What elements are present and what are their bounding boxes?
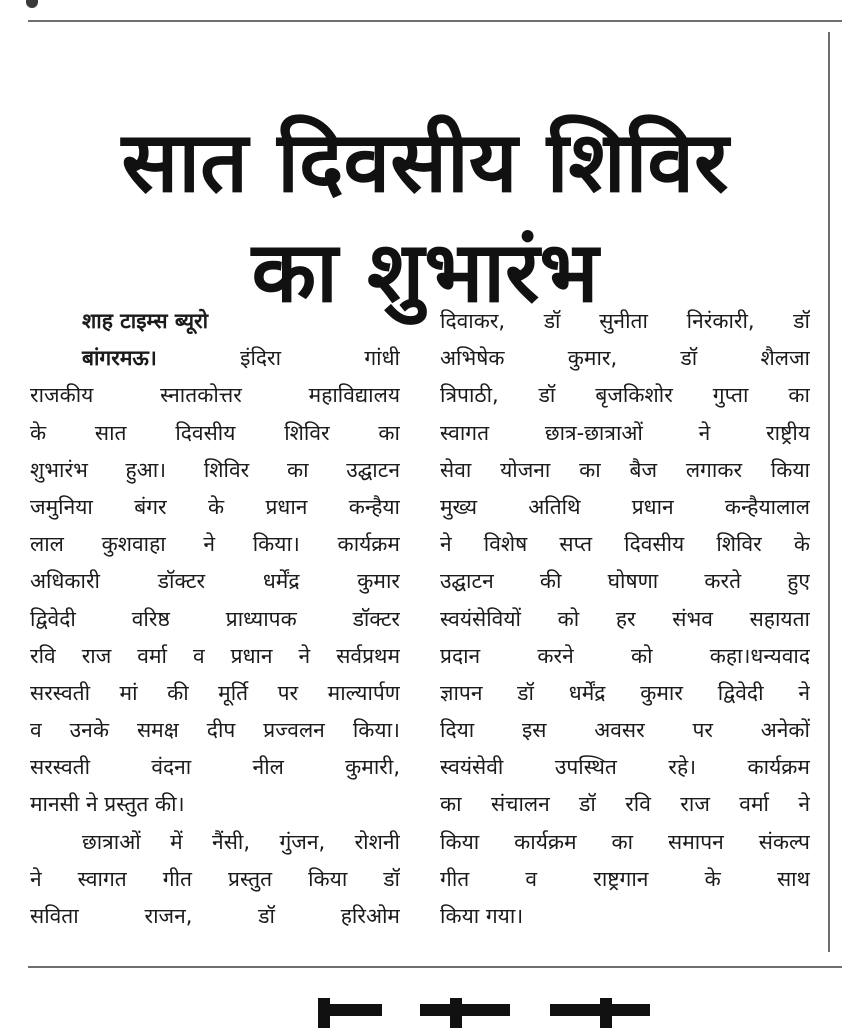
- article-column-right: [440, 303, 810, 935]
- article-line: सविता राजन, डॉ हरिओम: [30, 904, 400, 928]
- article-line: स्वयंसेवियों को हर संभव सहायता: [440, 606, 810, 631]
- dateline: बांगरमऊ।: [82, 346, 157, 371]
- article-line: [30, 340, 400, 377]
- article-column-left: [30, 303, 400, 935]
- article-line: सरस्वती मां की मूर्ति पर माल्यार्पण: [30, 680, 400, 705]
- bottom-divider: [28, 966, 842, 968]
- column-divider-right: [828, 32, 830, 952]
- article-line: लाल कुशवाहा ने किया। कार्यक्रम: [30, 532, 400, 557]
- article-line: राजकीय स्नातकोत्तर महाविद्यालय: [30, 383, 400, 408]
- article-line: छात्राओं में नैंसी, गुंजन, रोशनी: [82, 829, 400, 854]
- article-line: ज्ञापन डॉ धर्मेंद्र कुमार द्विवेदी ने: [440, 680, 810, 705]
- article-line: का संचालन डॉ रवि राज वर्मा ने: [440, 792, 810, 817]
- article-line: सरस्वती वंदना नील कुमारी,: [30, 755, 400, 780]
- article-line: उद्घाटन की घोषणा करते हुए: [440, 569, 810, 594]
- article-line: के सात दिवसीय शिविर का: [30, 420, 400, 445]
- article-line: शुभारंभ हुआ। शिविर का उद्घाटन: [30, 457, 400, 482]
- article-line: ने स्वागत गीत प्रस्तुत किया डॉ: [30, 866, 400, 891]
- page-corner-mark: [26, 0, 38, 8]
- article-line: स्वागत छात्र-छात्राओं ने राष्ट्रीय: [440, 420, 810, 445]
- top-divider: [28, 20, 842, 22]
- article-line: गीत व राष्ट्रगान के साथ: [440, 866, 810, 891]
- article-line: रवि राज वर्मा व प्रधान ने सर्वप्रथम: [30, 643, 400, 668]
- headline-line-2: का शुभारंभ: [251, 222, 599, 322]
- article-line: अभिषेक कुमार, डॉ शैलजा: [440, 346, 810, 371]
- article-line: त्रिपाठी, डॉ बृजकिशोर गुप्ता का: [440, 383, 810, 408]
- article-line: प्रदान करने को कहा।धन्यवाद: [440, 643, 810, 668]
- article-line: व उनके समक्ष दीप प्रज्वलन किया।: [30, 718, 400, 743]
- article-line-text: इंदिरा गांधी: [240, 346, 400, 371]
- headline-line-1: सात दिवसीय शिविर: [121, 112, 729, 212]
- article-line: सेवा योजना का बैज लगाकर किया: [440, 457, 810, 482]
- article-line: ने विशेष सप्त दिवसीय शिविर के: [440, 532, 810, 557]
- article-line: द्विवेदी वरिष्ठ प्राध्यापक डॉक्टर: [30, 606, 400, 631]
- article-line: स्वयंसेवी उपस्थित रहे। कार्यक्रम: [440, 755, 810, 780]
- article-line: मानसी ने प्रस्तुत की।: [30, 792, 185, 817]
- headline-glyph-fragment: [420, 1004, 510, 1016]
- article-line: किया कार्यक्रम का समापन संकल्प: [440, 829, 810, 854]
- article-line: दिवाकर, डॉ सुनीता निरंकारी, डॉ: [440, 309, 810, 333]
- article-line: किया गया।: [440, 904, 524, 928]
- article-line: जमुनिया बंगर के प्रधान कन्हैया: [30, 494, 400, 519]
- article-line: अधिकारी डॉक्टर धर्मेंद्र कुमार: [30, 569, 400, 594]
- article-line: मुख्य अतिथि प्रधान कन्हैयालाल: [440, 494, 810, 519]
- article-line: दिया इस अवसर पर अनेकों: [440, 718, 810, 743]
- next-article-headline-fragment: [300, 988, 680, 1028]
- byline: शाह टाइम्स ब्यूरो: [82, 309, 209, 333]
- headline-glyph-fragment: [330, 1004, 382, 1016]
